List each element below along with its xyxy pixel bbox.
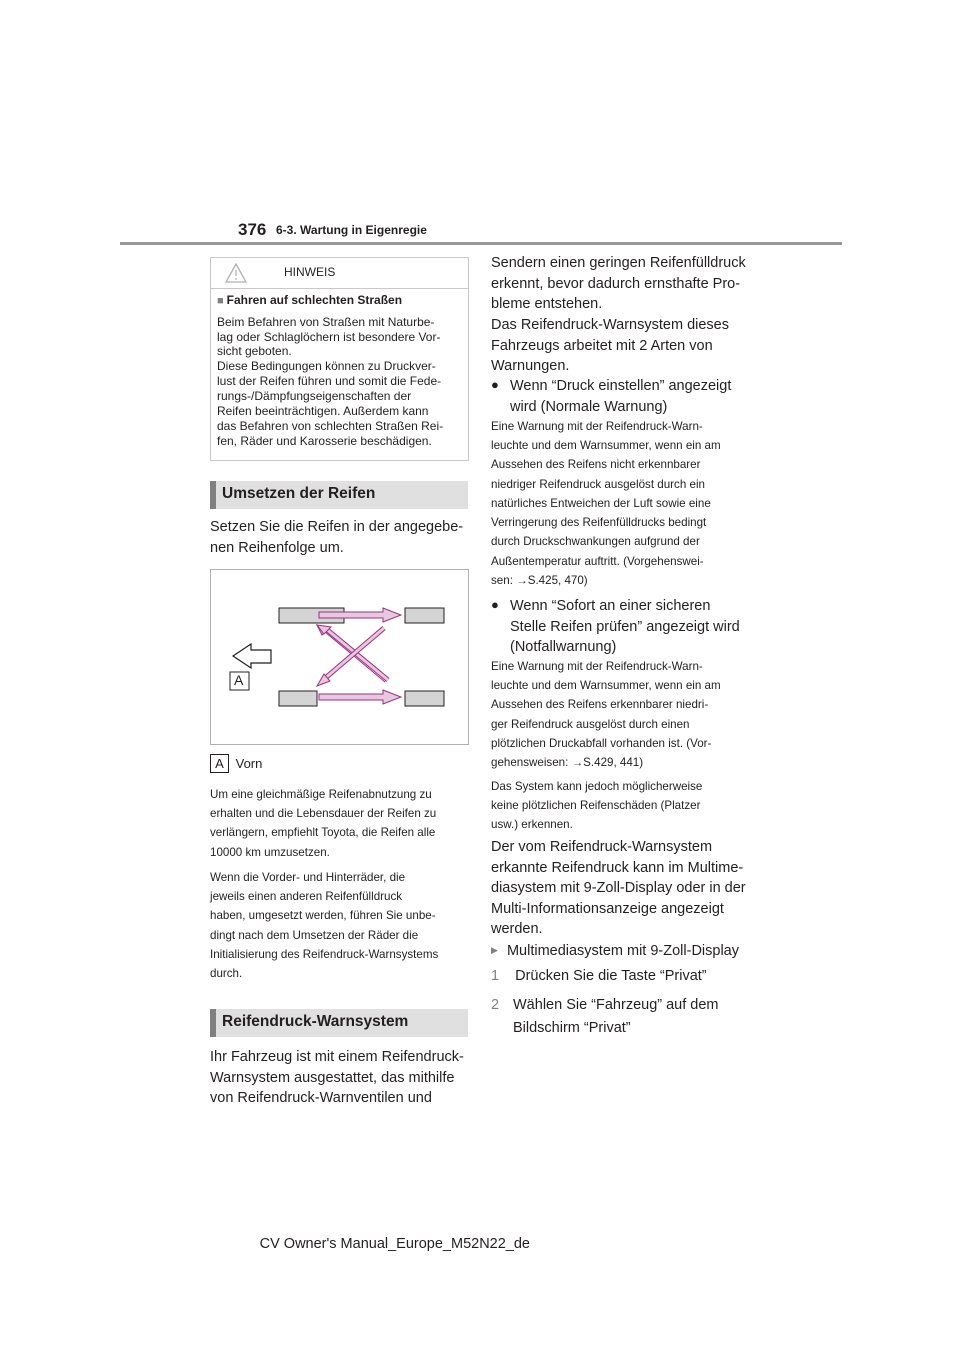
step-1-number: 1	[491, 968, 500, 984]
note-line: Beim Befahren von Straßen mit Naturbe-	[217, 314, 435, 329]
step-2-number: 2	[491, 997, 500, 1013]
forward-arrow-icon	[233, 644, 271, 668]
tire-rear-right	[405, 691, 444, 706]
right-paragraph-2: Das Reifendruck-Warnsystem dieses Fahrzeugs arbeitet mit 2 Arten von Warnungen.	[491, 317, 729, 375]
normal-warning-detail: Eine Warnung mit der Reifendruck-Warn- leuchte und dem Warnsummer, wenn ein am Aussehen des Reifens nicht erkennbarer niedriger Reifendruck ausgelöst durch ein natürliches Entweichen der Luft sowie eine Verringerung des Reifenfülldrucks bedingt durch Druckschwankungen aufgrund der Außentemperatur auftritt. (Vorgehenswei- sen: →S.425, 470)	[491, 420, 721, 587]
rotation-paragraph-1: Um eine gleichmäßige Reifenabnutzung zu erhalten und die Lebensdauer der Reifen zu verlängern, empfiehlt Toyota, die Reifen alle 10000 km umzusetzen.	[210, 788, 437, 859]
legend-badge: A	[210, 754, 229, 773]
rotation-paragraph-2: Wenn die Vorder- und Hinterräder, die jeweils einen anderen Reifenfülldruck haben, umgesetzt werden, führen Sie unbe- dingt nach dem Umsetzen der Räder die Initialisierung des Reifendruck-Warnsystems durch.	[210, 871, 439, 981]
legend	[210, 754, 262, 773]
bullet-emergency-warning: ● Wenn “Sofort an einer sicheren Stelle Reifen prüfen” angezeigt wird (Notfallwarnung)	[491, 597, 740, 656]
emergency-warning-note: Das System kann jedoch möglicherweise keine plötzlichen Reifenschäden (Platzer usw.) erkennen.	[491, 780, 703, 832]
right-paragraph-3: Der vom Reifendruck-Warnsystem erkannte Reifendruck kann im Multime- diasystem mit 9-Zoll-Display oder in der Multi-Informationsanzeige angezeigt werden.	[491, 839, 746, 938]
note-line: Diese Bedingungen können zu Druckver-	[217, 359, 436, 374]
arrow-rear	[319, 690, 401, 704]
footer-text: CV Owner's Manual_Europe_M52N22_de	[259, 1236, 530, 1252]
tire-rotation-diagram	[210, 569, 469, 745]
triangle-arrow-icon: ▶	[491, 945, 498, 955]
note-line: das Befahren von schlechten Straßen Rei-	[217, 418, 444, 433]
bullet-icon: ●	[491, 597, 499, 612]
step-2: 2 Wählen Sie “Fahrzeug” auf dem Bildschirm “Privat”	[491, 994, 719, 1040]
arrow-diagonal-2	[317, 628, 384, 686]
rotation-intro: Setzen Sie die Reifen in der angegebe- nen Reihenfolge um.	[210, 519, 464, 556]
note-line: lust der Reifen führen und somit die Fede-	[217, 374, 442, 389]
tire-front-right	[405, 608, 444, 623]
note-line: lag oder Schlaglöchern ist besondere Vor-	[217, 329, 441, 344]
bullet-icon: ●	[491, 377, 499, 392]
rotation-svg	[211, 570, 468, 744]
section-heading-rotation: Umsetzen der Reifen	[210, 481, 468, 509]
bullet-normal-warning: ● Wenn “Druck einstellen” angezeigt wird (Normale Warnung)	[491, 377, 732, 415]
caution-note	[210, 257, 469, 461]
sub-multimedia: ▶ Multimediasystem mit 9-Zoll-Display	[491, 943, 739, 959]
section-title: 6-3. Wartung in Eigenregie	[276, 223, 427, 237]
figure-badge: A	[234, 672, 244, 688]
note-line: fen, Räder und Karosserie beschädigen.	[217, 433, 432, 448]
note-header	[211, 258, 468, 289]
note-heading: ■ Fahren auf schlechten Straßen	[217, 293, 403, 307]
square-bullet-icon: ■	[217, 295, 224, 307]
emergency-warning-detail: Eine Warnung mit der Reifendruck-Warn- leuchte und dem Warnsummer, wenn ein am Aussehen des Reifens erkennbarer niedri- ger Reifendruck ausgelöst durch einen plötzlichen Druckabfall vorhanden ist. (Vor- gehensweisen: →S.429, 441)	[491, 660, 721, 770]
header-rule	[120, 242, 842, 245]
page-number: 376	[238, 220, 267, 239]
note-line: rungs-/Dämpfungseigenschaften der	[217, 389, 412, 403]
section-heading-tpws: Reifendruck-Warnsystem	[210, 1009, 468, 1037]
warning-icon	[225, 263, 247, 283]
legend-text: Vorn	[235, 756, 263, 771]
note-line: sicht geboten.	[217, 344, 292, 359]
step-1: 1 Drücken Sie die Taste “Privat”	[491, 968, 707, 984]
right-paragraph-1: Sendern einen geringen Reifenfülldruck erkennt, bevor dadurch ernsthafte Pro- bleme entstehen.	[491, 255, 746, 313]
tire-rear-left	[279, 691, 317, 706]
note-line: Reifen beeinträchtigen. Außerdem kann	[217, 403, 429, 418]
tpws-intro: Ihr Fahrzeug ist mit einem Reifendruck- Warnsystem ausgestattet, das mithilfe von Reifendruck-Warnventilen und	[210, 1049, 464, 1107]
note-title: HINWEIS	[284, 265, 336, 279]
